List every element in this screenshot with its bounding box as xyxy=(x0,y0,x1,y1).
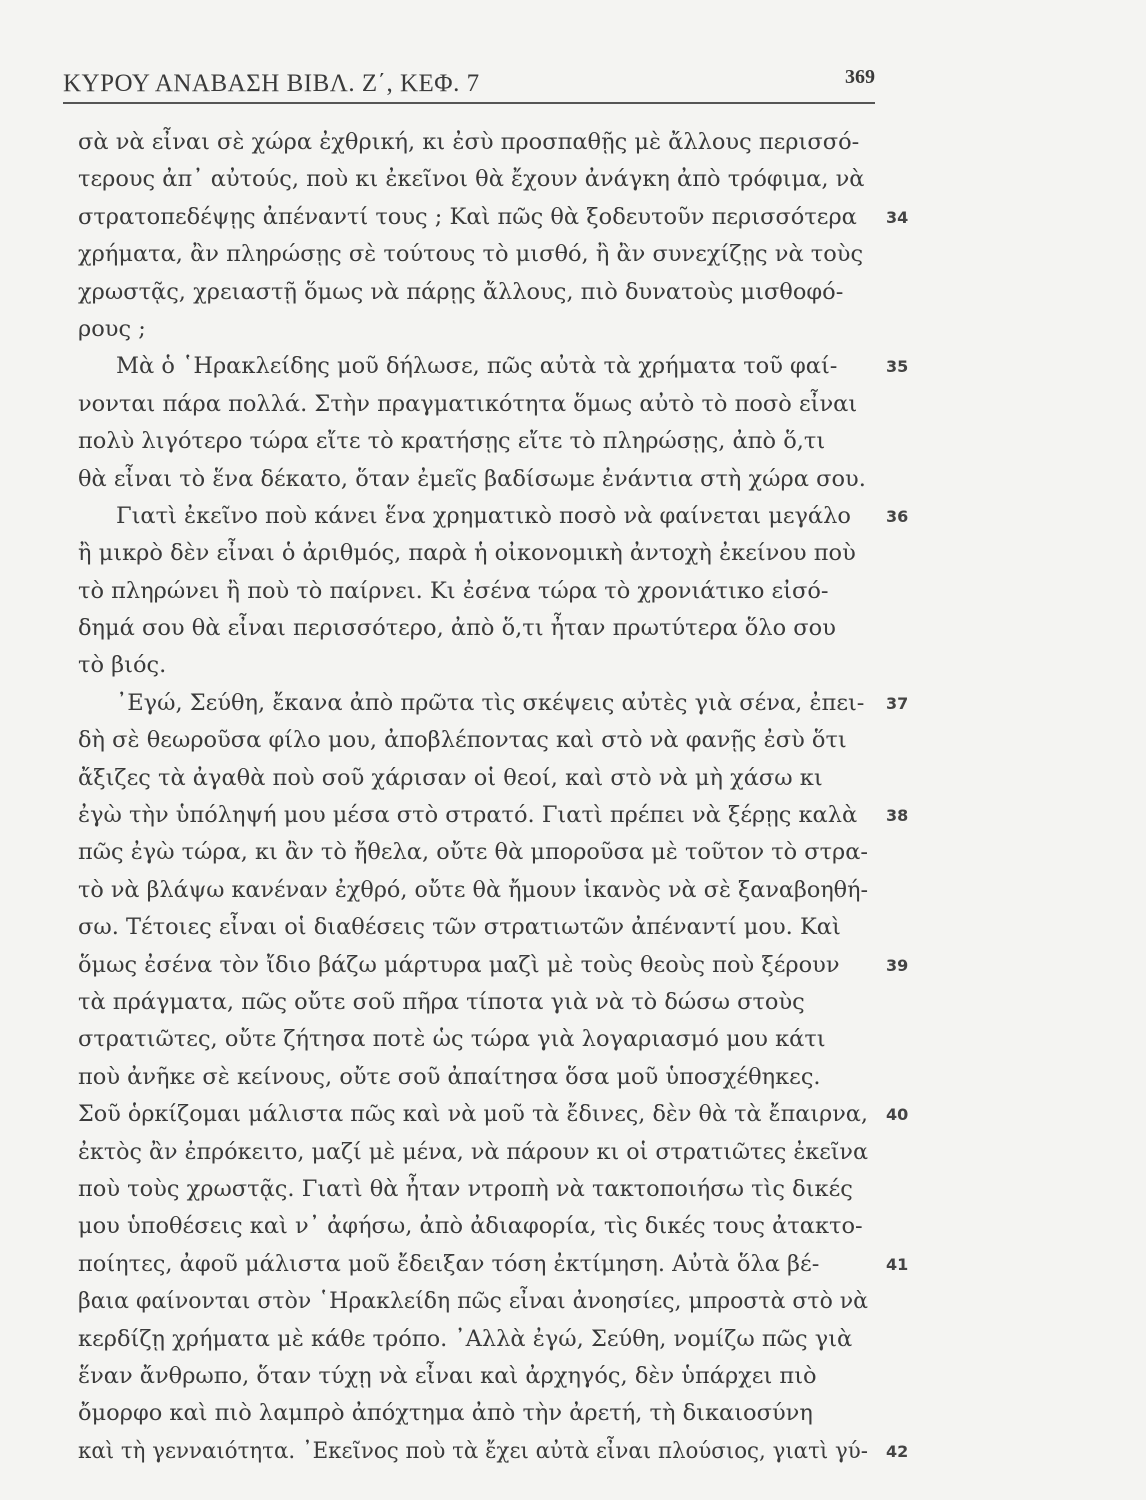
section-number: 35 xyxy=(886,357,909,377)
text-line-content: δημά σου θὰ εἶναι περισσότερο, ἀπὸ ὅ,τι ἦταν πρωτύτερα ὅλο σου xyxy=(78,615,836,642)
section-number: 42 xyxy=(886,1441,909,1461)
text-line xyxy=(78,647,893,684)
text-line xyxy=(78,909,893,946)
text-line-content: Μὰ ὁ ῾Ηρακλείδης μοῦ δήλωσε, πῶς αὐτὰ τὰ χρήματα τοῦ φαί- xyxy=(116,353,838,380)
text-line-content: ποίητες, ἀφοῦ μάλιστα μοῦ ἔδειξαν τόση ἐκτίμηση. Αὐτὰ ὅλα βέ- xyxy=(78,1250,820,1277)
section-number: 37 xyxy=(886,693,909,713)
section-number: 41 xyxy=(886,1254,909,1274)
text-line-content: ἢ μικρὸ δὲν εἶναι ὁ ἀριθμός, παρὰ ἡ οἰκονομικὴ ἀντοχὴ ἐκείνου ποὺ xyxy=(78,540,856,567)
text-line xyxy=(78,1358,893,1395)
text-line-content: νονται πάρα πολλά. Στὴν πραγματικότητα ὅμως αὐτὸ τὸ ποσὸ εἶναι xyxy=(78,390,858,417)
text-line-content: κερδίζῃ χρήματα μὲ κάθε τρόπο. ᾿Αλλὰ ἐγώ, Σεύθη, νομίζω πῶς γιὰ xyxy=(78,1325,853,1352)
text-line-content: στρατιῶτες, οὔτε ζήτησα ποτὲ ὡς τώρα γιὰ λογαριασμό μου κάτι xyxy=(78,1026,826,1053)
text-line-content: χρήματα, ἂν πληρώσῃς σὲ τούτους τὸ μισθό, ἢ ἂν συνεχίζῃς νὰ τοὺς xyxy=(78,241,864,268)
text-line xyxy=(78,311,893,348)
text-line-content: τερους ἀπ᾿ αὐτούς, ποὺ κι ἐκεῖνοι θὰ ἔχουν ἀνάγκη ἀπὸ τρόφιμα, νὰ xyxy=(78,166,865,193)
text-line-content: σὰ νὰ εἶναι σὲ χώρα ἐχθρική, κι ἐσὺ προσπαθῇς μὲ ἄλλους περισσό- xyxy=(78,129,860,155)
body-text xyxy=(78,124,909,1470)
text-line-content: τὸ νὰ βλάψω κανέναν ἐχθρό, οὔτε θὰ ἤμουν ἱκανὸς νὰ σὲ ξαναβοηθή- xyxy=(78,876,869,903)
page-number: 369 xyxy=(845,66,875,88)
text-line-content: θὰ εἶναι τὸ ἕνα δέκατο, ὅταν ἐμεῖς βαδίσωμε ἐνάντια στὴ χώρα σου. xyxy=(78,465,866,492)
text-line-content: στρατοπεδέψῃς ἀπέναντί τους ; Καὶ πῶς θὰ ξοδευτοῦν περισσότερα xyxy=(78,203,857,230)
text-line xyxy=(78,348,909,385)
text-line-content: χρωστᾷς, χρειαστῇ ὅμως νὰ πάρῃς ἄλλους, πιὸ δυνατοὺς μισθοφό- xyxy=(78,278,844,305)
text-line-content: ἐκτὸς ἂν ἐπρόκειτο, μαζί μὲ μένα, νὰ πάρουν κι οἱ στρατιῶτες ἐκεῖνα xyxy=(78,1138,868,1165)
text-line xyxy=(78,1395,893,1432)
text-line xyxy=(78,1021,893,1058)
section-number: 38 xyxy=(886,806,909,826)
text-line-content: τὸ πληρώνει ἢ ποὺ τὸ παίρνει. Κι ἐσένα τώρα τὸ χρονιάτικο εἰσό- xyxy=(78,577,829,604)
text-line-content: ὅμως ἐσένα τὸν ἴδιο βάζω μάρτυρα μαζὶ μὲ τοὺς θεοὺς ποὺ ξέρουν xyxy=(78,951,840,978)
text-line xyxy=(78,236,893,273)
section-number: 36 xyxy=(886,506,909,526)
text-line-content: καὶ τὴ γενναιότητα. ᾿Εκεῖνος ποὺ τὰ ἔχει αὐτὰ εἶναι πλούσιος, γιατὶ γύ- xyxy=(78,1437,868,1464)
text-line xyxy=(78,535,893,572)
text-line xyxy=(78,872,893,909)
text-line xyxy=(78,947,909,984)
text-line-content: ρους ; xyxy=(78,315,146,342)
text-line xyxy=(78,1059,893,1096)
text-line-content: μου ὑποθέσεις καὶ ν᾿ ἀφήσω, ἀπὸ ἀδιαφορία, τὶς δικές τους ἀτακτο- xyxy=(78,1213,863,1240)
text-line xyxy=(78,461,893,498)
text-line xyxy=(78,1246,909,1283)
text-line xyxy=(78,685,909,722)
text-line-content: ἐγὼ τὴν ὑπόληψή μου μέσα στὸ στρατό. Γιατὶ πρέπει νὰ ξέρῃς καλὰ xyxy=(78,802,858,829)
text-line xyxy=(78,1283,893,1320)
section-number: 39 xyxy=(886,955,909,975)
text-line xyxy=(78,984,893,1021)
text-line xyxy=(78,498,909,535)
text-line xyxy=(78,386,893,423)
text-line xyxy=(78,124,893,161)
text-line-content: Γιατὶ ἐκεῖνο ποὺ κάνει ἕνα χρηματικὸ ποσὸ νὰ φαίνεται μεγάλο xyxy=(116,502,851,529)
text-line-content: ᾿Εγώ, Σεύθη, ἔκανα ἀπὸ πρῶτα τὶς σκέψεις αὐτὲς γιὰ σένα, ἐπει- xyxy=(116,689,865,716)
header-rule xyxy=(63,102,875,104)
text-line xyxy=(78,1096,909,1133)
text-line-content: βαια φαίνονται στὸν ῾Ηρακλείδη πῶς εἶναι ἀνοησίες, μπροστὰ στὸ νὰ xyxy=(78,1288,869,1315)
text-line xyxy=(78,573,893,610)
text-line-content: ἕναν ἄνθρωπο, ὅταν τύχῃ νὰ εἶναι καὶ ἀρχηγός, δὲν ὑπάρχει πιὸ xyxy=(78,1362,817,1389)
text-line-content: Σοῦ ὁρκίζομαι μάλιστα πῶς καὶ νὰ μοῦ τὰ ἔδινες, δὲν θὰ τὰ ἔπαιρνα, xyxy=(78,1101,868,1128)
text-line xyxy=(78,1171,893,1208)
text-line xyxy=(78,1321,893,1358)
section-number: 34 xyxy=(886,207,909,227)
text-line xyxy=(78,610,893,647)
text-line-content: ἄξιζες τὰ ἀγαθὰ ποὺ σοῦ χάρισαν οἱ θεοί, καὶ στὸ νὰ μὴ χάσω κι xyxy=(78,764,823,791)
text-line-content: τὰ πράγματα, πῶς οὔτε σοῦ πῆρα τίποτα γιὰ νὰ τὸ δώσω στοὺς xyxy=(78,988,805,1015)
text-line-content: τὸ βιός. xyxy=(78,652,167,679)
text-line xyxy=(78,797,909,834)
text-line xyxy=(78,722,893,759)
text-line-content: ὄμορφο καὶ πιὸ λαμπρὸ ἀπόχτημα ἀπὸ τὴν ἀρετή, τὴ δικαιοσύνη xyxy=(78,1400,813,1427)
text-line xyxy=(78,1208,893,1245)
text-line xyxy=(78,1433,909,1470)
text-line xyxy=(78,274,893,311)
page-header xyxy=(63,66,875,102)
text-line xyxy=(78,760,893,797)
text-line-content: ποὺ τοὺς χρωστᾷς. Γιατὶ θὰ ἦταν ντροπὴ νὰ τακτοποιήσω τὶς δικές xyxy=(78,1175,853,1202)
text-line xyxy=(78,1134,893,1171)
text-line-content: σω. Τέτοιες εἶναι οἱ διαθέσεις τῶν στρατιωτῶν ἀπέναντί μου. Καὶ xyxy=(78,914,841,941)
text-line-content: δὴ σὲ θεωροῦσα φίλο μου, ἀποβλέποντας καὶ στὸ νὰ φανῇς ἐσὺ ὅτι xyxy=(78,727,847,754)
section-number: 40 xyxy=(886,1105,909,1125)
running-title: ΚΥΡΟΥ ΑΝΑΒΑΣΗ ΒΙΒΛ. Ζ΄, ΚΕΦ. 7 xyxy=(63,70,480,97)
text-line-content: πολὺ λιγότερο τώρα εἴτε τὸ κρατήσῃς εἴτε τὸ πληρώσῃς, ἀπὸ ὅ,τι xyxy=(78,428,826,455)
text-line-content: ποὺ ἀνῆκε σὲ κείνους, οὔτε σοῦ ἀπαίτησα ὅσα μοῦ ὑποσχέθηκες. xyxy=(78,1063,821,1090)
text-line-content: πῶς ἐγὼ τώρα, κι ἂν τὸ ἤθελα, οὔτε θὰ μποροῦσα μὲ τοῦτον τὸ στρα- xyxy=(78,839,868,866)
text-line xyxy=(78,834,893,871)
text-line xyxy=(78,199,909,236)
text-line xyxy=(78,161,893,198)
text-line xyxy=(78,423,893,460)
